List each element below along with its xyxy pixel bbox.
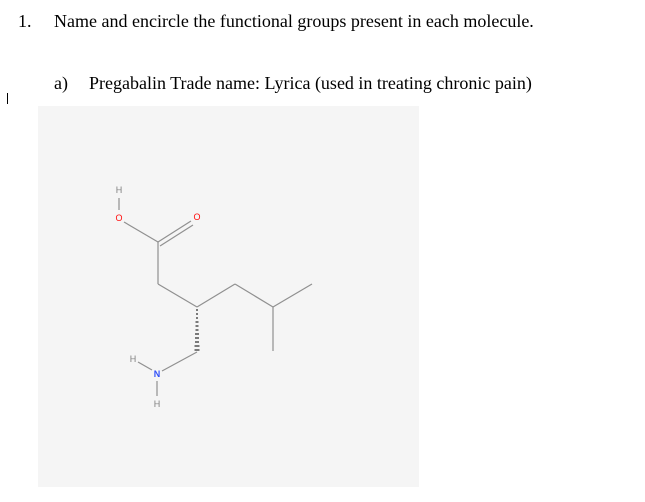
atom-amine-n: N [153,369,161,379]
bond-chain-2 [158,284,197,307]
atom-amine-h-bottom: H [153,399,161,409]
atom-carbonyl-o: O [193,212,201,222]
atom-amine-h-left: H [129,354,137,364]
pregabalin-structure [38,106,419,487]
bond-n-h-left [138,362,152,370]
text-cursor [7,93,8,104]
molecule-panel [38,106,419,487]
subquestion-letter: a) [54,73,68,93]
bond-c-n [162,352,197,371]
atom-hydroxyl-o: O [115,213,123,223]
bond-c-o-double-1 [158,221,191,242]
question-number: 1. [18,11,32,31]
question-text: Name and encircle the functional groups present in each molecule. [54,11,534,31]
subquestion-text: Pregabalin Trade name: Lyrica (used in treating chronic pain) [89,73,532,93]
bond-methyl-right [273,284,312,307]
bond-chain-4 [235,284,273,307]
atom-hydroxyl-h: H [115,185,123,195]
bond-hashed-wedge [195,310,200,350]
bond-o-c-carboxyl [124,222,158,242]
bond-c-o-double-2 [160,225,193,246]
bond-chain-3 [197,284,235,307]
